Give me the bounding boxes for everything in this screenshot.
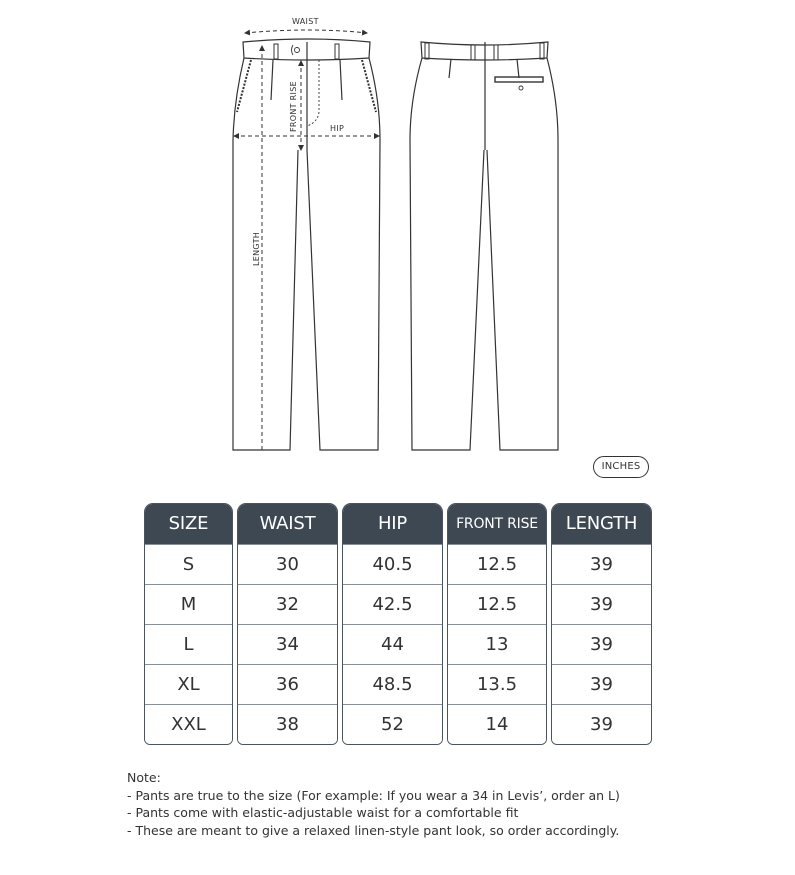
front-rise-label: FRONT RISE (289, 81, 298, 132)
table-cell: 38 (238, 704, 337, 744)
table-cell: S (145, 544, 232, 584)
table-cell: 42.5 (343, 584, 442, 624)
note-item: - Pants come with elastic-adjustable waist for a comfortable fit (127, 805, 519, 820)
table-cell: 40.5 (343, 544, 442, 584)
table-cell: 44 (343, 624, 442, 664)
table-cell: 34 (238, 624, 337, 664)
size-chart-table (144, 503, 652, 745)
table-cell: 39 (552, 584, 651, 624)
length-label: LENGTH (252, 231, 261, 266)
table-cell: 30 (238, 544, 337, 584)
column-hip (342, 503, 443, 745)
table-cell: 48.5 (343, 664, 442, 704)
table-cell: 39 (552, 664, 651, 704)
column-length (551, 503, 652, 745)
table-cell: 12.5 (448, 544, 546, 584)
notes-title: Note: (127, 770, 161, 785)
units-badge: INCHES (593, 456, 649, 478)
table-cell: 32 (238, 584, 337, 624)
hip-label: HIP (330, 124, 345, 133)
table-cell: 39 (552, 544, 651, 584)
table-cell: 52 (343, 704, 442, 744)
table-cell: 14 (448, 704, 546, 744)
column-header: LENGTH (552, 504, 651, 544)
column-header: FRONT RISE (448, 504, 546, 544)
note-item: - These are meant to give a relaxed linen-style pant look, so order accordingly. (127, 822, 620, 838)
table-cell: L (145, 624, 232, 664)
table-cell: M (145, 584, 232, 624)
table-cell: 39 (552, 624, 651, 664)
table-cell: 13.5 (448, 664, 546, 704)
table-cell: XL (145, 664, 232, 704)
column-header: WAIST (238, 504, 337, 544)
table-cell: 39 (552, 704, 651, 744)
waist-label: WAIST (292, 17, 319, 26)
table-cell: XXL (145, 704, 232, 744)
table-cell: 13 (448, 624, 546, 664)
notes-section (127, 769, 620, 839)
column-header: SIZE (145, 504, 232, 544)
note-item: - Pants are true to the size (For example: If you wear a 34 in Levis’, order an L) (127, 787, 620, 803)
column-size (144, 503, 233, 745)
column-waist (237, 503, 338, 745)
table-cell: 36 (238, 664, 337, 704)
column-header: HIP (343, 504, 442, 544)
table-cell: 12.5 (448, 584, 546, 624)
column-front-rise (447, 503, 547, 745)
back-view (410, 42, 558, 450)
